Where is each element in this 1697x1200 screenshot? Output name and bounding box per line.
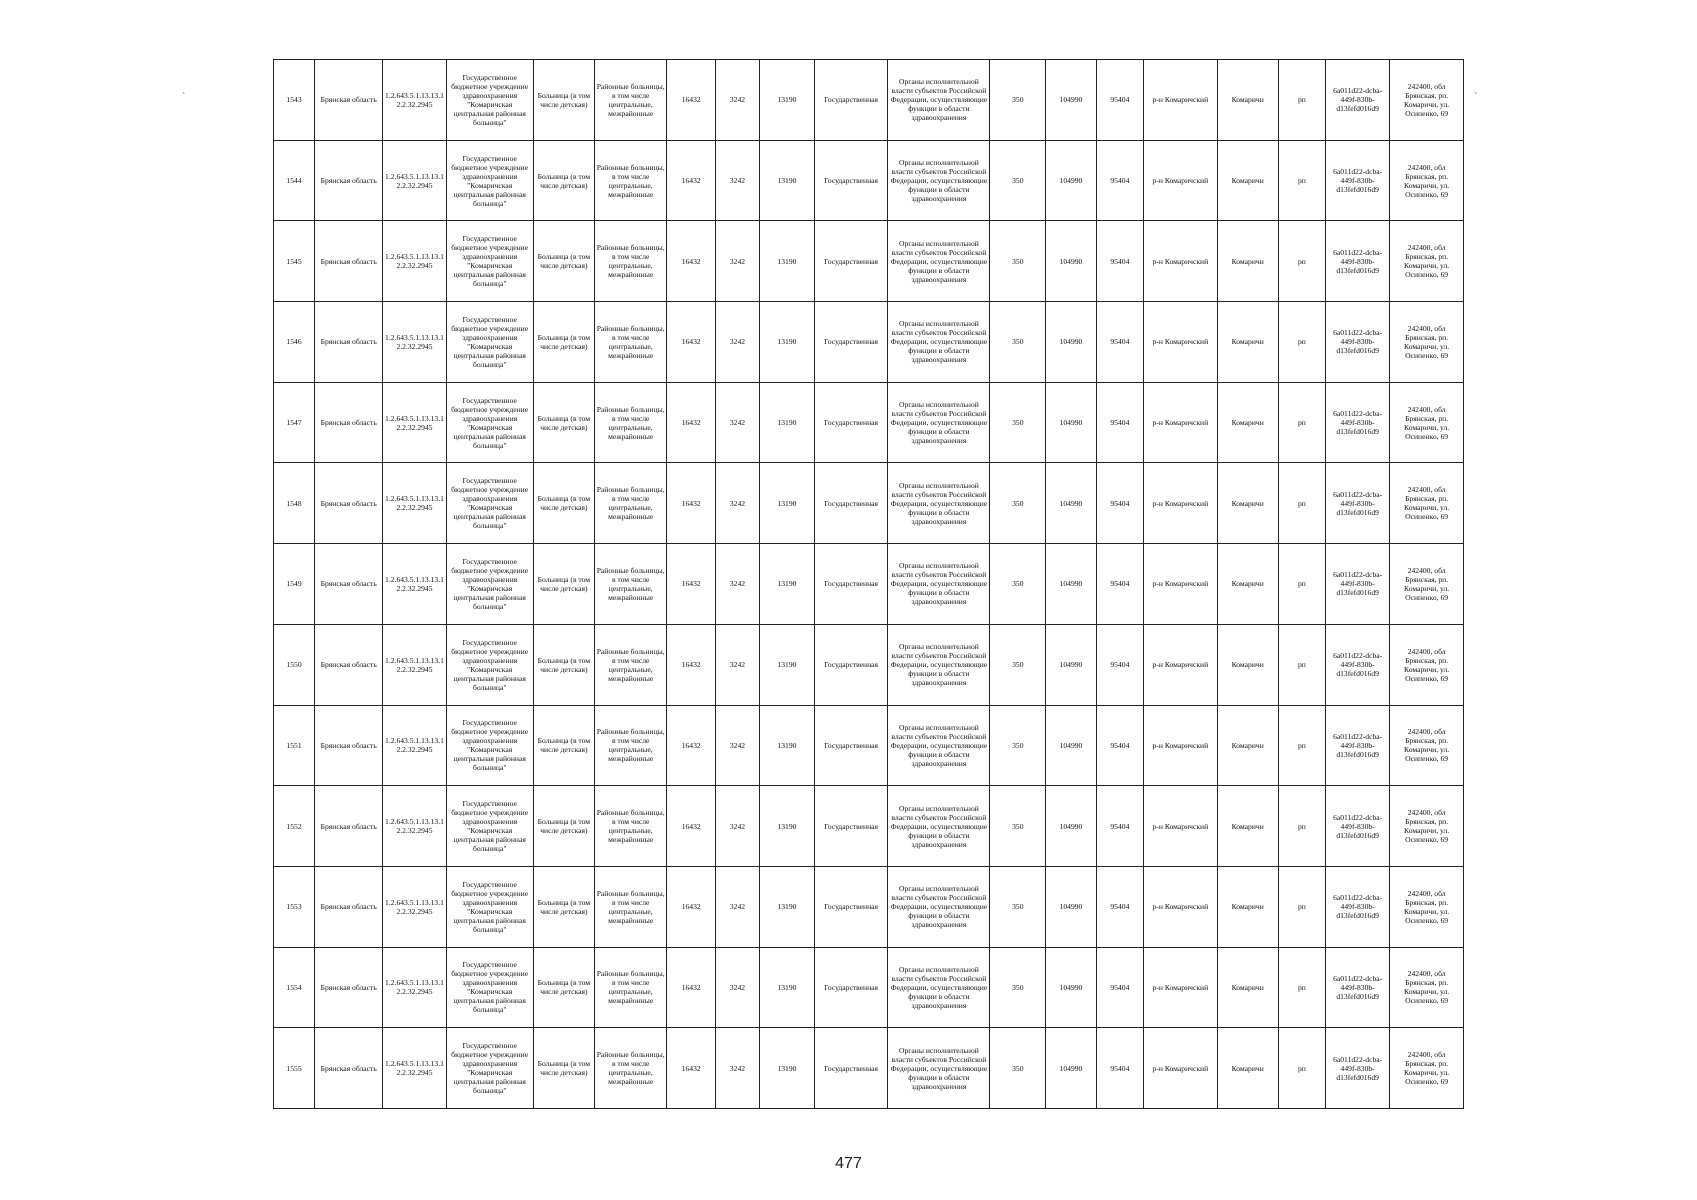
guid-cell: 6a011d22-dcba-449f-830b-d13fefd016d9	[1326, 1028, 1390, 1109]
locality-type-cell: рп	[1278, 624, 1325, 705]
facility-type-cell: Больница (в том числе детская)	[533, 302, 594, 383]
authority-cell: Органы исполнительной власти субъектов Российской Федерации, осуществляющие функции в области здравоохранения	[888, 463, 990, 544]
oid-cell: 1.2.643.5.1.13.13.12.2.32.2945	[383, 786, 446, 867]
scan-speck: `	[1474, 92, 1478, 103]
facility-subtype-cell: Районные больницы, в том числе центральные, межрайонные	[594, 705, 667, 786]
ownership-cell: Государственная	[814, 786, 888, 867]
guid-cell: 6a011d22-dcba-449f-830b-d13fefd016d9	[1326, 302, 1390, 383]
region-cell: Брянская область	[315, 947, 383, 1028]
facility-subtype-cell: Районные больницы, в том числе центральные, межрайонные	[594, 60, 667, 141]
row-number: 1549	[274, 544, 315, 625]
organization-cell: Государственное бюджетное учреждение здравоохранения "Комаричская центральная районная больница"	[446, 544, 533, 625]
value-cell-1: 16432	[667, 302, 715, 383]
district-cell: р-н Комаричский	[1144, 866, 1218, 947]
value-cell-5: 104990	[1046, 947, 1097, 1028]
authority-cell: Органы исполнительной власти субъектов Российской Федерации, осуществляющие функции в области здравоохранения	[888, 544, 990, 625]
value-cell-1: 16432	[667, 866, 715, 947]
locality-type-cell: рп	[1278, 705, 1325, 786]
value-cell-5: 104990	[1046, 786, 1097, 867]
value-cell-5: 104990	[1046, 221, 1097, 302]
district-cell: р-н Комаричский	[1144, 302, 1218, 383]
region-cell: Брянская область	[315, 382, 383, 463]
district-cell: р-н Комаричский	[1144, 624, 1218, 705]
table-row	[274, 60, 1464, 141]
locality-cell: Комаричи	[1217, 221, 1278, 302]
value-cell-4: 350	[990, 60, 1046, 141]
row-number: 1552	[274, 786, 315, 867]
organization-cell: Государственное бюджетное учреждение здравоохранения "Комаричская центральная районная больница"	[446, 866, 533, 947]
value-cell-6: 95404	[1096, 947, 1143, 1028]
authority-cell: Органы исполнительной власти субъектов Российской Федерации, осуществляющие функции в области здравоохранения	[888, 221, 990, 302]
table-row	[274, 705, 1464, 786]
facility-type-cell: Больница (в том числе детская)	[533, 221, 594, 302]
value-cell-2: 3242	[715, 1028, 759, 1109]
value-cell-6: 95404	[1096, 302, 1143, 383]
authority-cell: Органы исполнительной власти субъектов Российской Федерации, осуществляющие функции в области здравоохранения	[888, 60, 990, 141]
guid-cell: 6a011d22-dcba-449f-830b-d13fefd016d9	[1326, 382, 1390, 463]
value-cell-6: 95404	[1096, 1028, 1143, 1109]
organization-cell: Государственное бюджетное учреждение здравоохранения "Комаричская центральная районная больница"	[446, 1028, 533, 1109]
value-cell-3: 13190	[760, 866, 815, 947]
authority-cell: Органы исполнительной власти субъектов Российской Федерации, осуществляющие функции в области здравоохранения	[888, 786, 990, 867]
value-cell-3: 13190	[760, 302, 815, 383]
oid-cell: 1.2.643.5.1.13.13.12.2.32.2945	[383, 302, 446, 383]
table-row	[274, 1028, 1464, 1109]
oid-cell: 1.2.643.5.1.13.13.12.2.32.2945	[383, 947, 446, 1028]
authority-cell: Органы исполнительной власти субъектов Российской Федерации, осуществляющие функции в области здравоохранения	[888, 866, 990, 947]
row-number: 1546	[274, 302, 315, 383]
facility-type-cell: Больница (в том числе детская)	[533, 463, 594, 544]
district-cell: р-н Комаричский	[1144, 786, 1218, 867]
value-cell-6: 95404	[1096, 140, 1143, 221]
value-cell-5: 104990	[1046, 1028, 1097, 1109]
locality-cell: Комаричи	[1217, 624, 1278, 705]
guid-cell: 6a011d22-dcba-449f-830b-d13fefd016d9	[1326, 463, 1390, 544]
value-cell-6: 95404	[1096, 705, 1143, 786]
address-cell: 242400, обл Брянская, рп. Комаричи, ул. Осипенко, 69	[1390, 140, 1464, 221]
facility-subtype-cell: Районные больницы, в том числе центральные, межрайонные	[594, 382, 667, 463]
oid-cell: 1.2.643.5.1.13.13.12.2.32.2945	[383, 624, 446, 705]
address-cell: 242400, обл Брянская, рп. Комаричи, ул. Осипенко, 69	[1390, 60, 1464, 141]
value-cell-2: 3242	[715, 866, 759, 947]
address-cell: 242400, обл Брянская, рп. Комаричи, ул. Осипенко, 69	[1390, 947, 1464, 1028]
ownership-cell: Государственная	[814, 1028, 888, 1109]
value-cell-1: 16432	[667, 140, 715, 221]
ownership-cell: Государственная	[814, 705, 888, 786]
table-row	[274, 866, 1464, 947]
authority-cell: Органы исполнительной власти субъектов Российской Федерации, осуществляющие функции в области здравоохранения	[888, 1028, 990, 1109]
district-cell: р-н Комаричский	[1144, 544, 1218, 625]
value-cell-1: 16432	[667, 1028, 715, 1109]
oid-cell: 1.2.643.5.1.13.13.12.2.32.2945	[383, 140, 446, 221]
document-sheet	[273, 59, 1464, 1109]
value-cell-2: 3242	[715, 463, 759, 544]
facility-subtype-cell: Районные больницы, в том числе центральные, межрайонные	[594, 624, 667, 705]
value-cell-3: 13190	[760, 947, 815, 1028]
table-row	[274, 786, 1464, 867]
value-cell-1: 16432	[667, 60, 715, 141]
facility-type-cell: Больница (в том числе детская)	[533, 866, 594, 947]
address-cell: 242400, обл Брянская, рп. Комаричи, ул. Осипенко, 69	[1390, 866, 1464, 947]
table-row	[274, 947, 1464, 1028]
region-cell: Брянская область	[315, 866, 383, 947]
row-number: 1554	[274, 947, 315, 1028]
value-cell-4: 350	[990, 382, 1046, 463]
facility-subtype-cell: Районные больницы, в том числе центральные, межрайонные	[594, 463, 667, 544]
value-cell-2: 3242	[715, 705, 759, 786]
value-cell-1: 16432	[667, 382, 715, 463]
facility-subtype-cell: Районные больницы, в том числе центральные, межрайонные	[594, 302, 667, 383]
region-cell: Брянская область	[315, 221, 383, 302]
table-row	[274, 302, 1464, 383]
locality-type-cell: рп	[1278, 947, 1325, 1028]
organization-cell: Государственное бюджетное учреждение здравоохранения "Комаричская центральная районная больница"	[446, 624, 533, 705]
organization-cell: Государственное бюджетное учреждение здравоохранения "Комаричская центральная районная больница"	[446, 786, 533, 867]
organization-cell: Государственное бюджетное учреждение здравоохранения "Комаричская центральная районная больница"	[446, 221, 533, 302]
registry-table	[273, 59, 1464, 1109]
region-cell: Брянская область	[315, 786, 383, 867]
locality-type-cell: рп	[1278, 866, 1325, 947]
value-cell-5: 104990	[1046, 60, 1097, 141]
locality-type-cell: рп	[1278, 221, 1325, 302]
organization-cell: Государственное бюджетное учреждение здравоохранения "Комаричская центральная районная больница"	[446, 705, 533, 786]
address-cell: 242400, обл Брянская, рп. Комаричи, ул. Осипенко, 69	[1390, 624, 1464, 705]
value-cell-3: 13190	[760, 1028, 815, 1109]
authority-cell: Органы исполнительной власти субъектов Российской Федерации, осуществляющие функции в области здравоохранения	[888, 624, 990, 705]
value-cell-4: 350	[990, 463, 1046, 544]
value-cell-1: 16432	[667, 947, 715, 1028]
table-row	[274, 463, 1464, 544]
facility-subtype-cell: Районные больницы, в том числе центральные, межрайонные	[594, 140, 667, 221]
locality-type-cell: рп	[1278, 140, 1325, 221]
value-cell-6: 95404	[1096, 221, 1143, 302]
row-number: 1545	[274, 221, 315, 302]
locality-type-cell: рп	[1278, 786, 1325, 867]
row-number: 1544	[274, 140, 315, 221]
value-cell-4: 350	[990, 786, 1046, 867]
value-cell-2: 3242	[715, 60, 759, 141]
table-row	[274, 544, 1464, 625]
address-cell: 242400, обл Брянская, рп. Комаричи, ул. Осипенко, 69	[1390, 302, 1464, 383]
district-cell: р-н Комаричский	[1144, 221, 1218, 302]
facility-type-cell: Больница (в том числе детская)	[533, 786, 594, 867]
region-cell: Брянская область	[315, 544, 383, 625]
locality-type-cell: рп	[1278, 302, 1325, 383]
locality-cell: Комаричи	[1217, 140, 1278, 221]
locality-cell: Комаричи	[1217, 1028, 1278, 1109]
district-cell: р-н Комаричский	[1144, 947, 1218, 1028]
organization-cell: Государственное бюджетное учреждение здравоохранения "Комаричская центральная районная больница"	[446, 463, 533, 544]
registry-rows	[274, 60, 1464, 1109]
value-cell-3: 13190	[760, 60, 815, 141]
guid-cell: 6a011d22-dcba-449f-830b-d13fefd016d9	[1326, 140, 1390, 221]
district-cell: р-н Комаричский	[1144, 60, 1218, 141]
value-cell-5: 104990	[1046, 140, 1097, 221]
value-cell-2: 3242	[715, 624, 759, 705]
guid-cell: 6a011d22-dcba-449f-830b-d13fefd016d9	[1326, 60, 1390, 141]
row-number: 1548	[274, 463, 315, 544]
authority-cell: Органы исполнительной власти субъектов Российской Федерации, осуществляющие функции в области здравоохранения	[888, 140, 990, 221]
locality-type-cell: рп	[1278, 60, 1325, 141]
oid-cell: 1.2.643.5.1.13.13.12.2.32.2945	[383, 866, 446, 947]
value-cell-5: 104990	[1046, 463, 1097, 544]
value-cell-2: 3242	[715, 786, 759, 867]
row-number: 1547	[274, 382, 315, 463]
locality-type-cell: рп	[1278, 544, 1325, 625]
value-cell-5: 104990	[1046, 866, 1097, 947]
address-cell: 242400, обл Брянская, рп. Комаричи, ул. Осипенко, 69	[1390, 786, 1464, 867]
locality-cell: Комаричи	[1217, 302, 1278, 383]
address-cell: 242400, обл Брянская, рп. Комаричи, ул. Осипенко, 69	[1390, 221, 1464, 302]
oid-cell: 1.2.643.5.1.13.13.12.2.32.2945	[383, 382, 446, 463]
value-cell-3: 13190	[760, 544, 815, 625]
value-cell-1: 16432	[667, 624, 715, 705]
organization-cell: Государственное бюджетное учреждение здравоохранения "Комаричская центральная районная больница"	[446, 947, 533, 1028]
value-cell-2: 3242	[715, 302, 759, 383]
value-cell-4: 350	[990, 140, 1046, 221]
value-cell-6: 95404	[1096, 866, 1143, 947]
value-cell-5: 104990	[1046, 544, 1097, 625]
region-cell: Брянская область	[315, 302, 383, 383]
locality-cell: Комаричи	[1217, 382, 1278, 463]
table-row	[274, 624, 1464, 705]
page-number: 477	[835, 1155, 862, 1172]
ownership-cell: Государственная	[814, 947, 888, 1028]
value-cell-1: 16432	[667, 221, 715, 302]
value-cell-3: 13190	[760, 221, 815, 302]
ownership-cell: Государственная	[814, 140, 888, 221]
row-number: 1550	[274, 624, 315, 705]
value-cell-2: 3242	[715, 947, 759, 1028]
region-cell: Брянская область	[315, 140, 383, 221]
value-cell-1: 16432	[667, 786, 715, 867]
value-cell-3: 13190	[760, 382, 815, 463]
locality-cell: Комаричи	[1217, 705, 1278, 786]
value-cell-1: 16432	[667, 705, 715, 786]
value-cell-1: 16432	[667, 463, 715, 544]
region-cell: Брянская область	[315, 60, 383, 141]
value-cell-6: 95404	[1096, 382, 1143, 463]
facility-type-cell: Больница (в том числе детская)	[533, 382, 594, 463]
guid-cell: 6a011d22-dcba-449f-830b-d13fefd016d9	[1326, 786, 1390, 867]
district-cell: р-н Комаричский	[1144, 705, 1218, 786]
facility-subtype-cell: Районные больницы, в том числе центральные, межрайонные	[594, 947, 667, 1028]
value-cell-6: 95404	[1096, 786, 1143, 867]
guid-cell: 6a011d22-dcba-449f-830b-d13fefd016d9	[1326, 705, 1390, 786]
value-cell-2: 3242	[715, 221, 759, 302]
oid-cell: 1.2.643.5.1.13.13.12.2.32.2945	[383, 1028, 446, 1109]
row-number: 1543	[274, 60, 315, 141]
facility-type-cell: Больница (в том числе детская)	[533, 705, 594, 786]
locality-type-cell: рп	[1278, 382, 1325, 463]
value-cell-4: 350	[990, 947, 1046, 1028]
value-cell-4: 350	[990, 866, 1046, 947]
value-cell-4: 350	[990, 1028, 1046, 1109]
facility-type-cell: Больница (в том числе детская)	[533, 624, 594, 705]
authority-cell: Органы исполнительной власти субъектов Российской Федерации, осуществляющие функции в области здравоохранения	[888, 705, 990, 786]
guid-cell: 6a011d22-dcba-449f-830b-d13fefd016d9	[1326, 866, 1390, 947]
facility-subtype-cell: Районные больницы, в том числе центральные, межрайонные	[594, 786, 667, 867]
value-cell-3: 13190	[760, 624, 815, 705]
facility-subtype-cell: Районные больницы, в том числе центральные, межрайонные	[594, 544, 667, 625]
value-cell-4: 350	[990, 544, 1046, 625]
ownership-cell: Государственная	[814, 60, 888, 141]
locality-cell: Комаричи	[1217, 786, 1278, 867]
value-cell-6: 95404	[1096, 60, 1143, 141]
row-number: 1551	[274, 705, 315, 786]
guid-cell: 6a011d22-dcba-449f-830b-d13fefd016d9	[1326, 221, 1390, 302]
value-cell-5: 104990	[1046, 302, 1097, 383]
row-number: 1553	[274, 866, 315, 947]
value-cell-3: 13190	[760, 463, 815, 544]
facility-subtype-cell: Районные больницы, в том числе центральные, межрайонные	[594, 1028, 667, 1109]
value-cell-6: 95404	[1096, 624, 1143, 705]
facility-type-cell: Больница (в том числе детская)	[533, 60, 594, 141]
ownership-cell: Государственная	[814, 463, 888, 544]
facility-type-cell: Больница (в том числе детская)	[533, 1028, 594, 1109]
authority-cell: Органы исполнительной власти субъектов Российской Федерации, осуществляющие функции в области здравоохранения	[888, 947, 990, 1028]
oid-cell: 1.2.643.5.1.13.13.12.2.32.2945	[383, 705, 446, 786]
locality-cell: Комаричи	[1217, 866, 1278, 947]
address-cell: 242400, обл Брянская, рп. Комаричи, ул. Осипенко, 69	[1390, 705, 1464, 786]
region-cell: Брянская область	[315, 1028, 383, 1109]
authority-cell: Органы исполнительной власти субъектов Российской Федерации, осуществляющие функции в области здравоохранения	[888, 382, 990, 463]
facility-subtype-cell: Районные больницы, в том числе центральные, межрайонные	[594, 866, 667, 947]
value-cell-4: 350	[990, 302, 1046, 383]
ownership-cell: Государственная	[814, 624, 888, 705]
value-cell-2: 3242	[715, 544, 759, 625]
region-cell: Брянская область	[315, 463, 383, 544]
locality-cell: Комаричи	[1217, 544, 1278, 625]
table-row	[274, 140, 1464, 221]
value-cell-2: 3242	[715, 140, 759, 221]
oid-cell: 1.2.643.5.1.13.13.12.2.32.2945	[383, 463, 446, 544]
locality-cell: Комаричи	[1217, 60, 1278, 141]
scan-speck: `	[182, 92, 186, 103]
locality-cell: Комаричи	[1217, 947, 1278, 1028]
facility-type-cell: Больница (в том числе детская)	[533, 544, 594, 625]
value-cell-1: 16432	[667, 544, 715, 625]
oid-cell: 1.2.643.5.1.13.13.12.2.32.2945	[383, 60, 446, 141]
value-cell-3: 13190	[760, 705, 815, 786]
address-cell: 242400, обл Брянская, рп. Комаричи, ул. Осипенко, 69	[1390, 382, 1464, 463]
value-cell-4: 350	[990, 624, 1046, 705]
ownership-cell: Государственная	[814, 866, 888, 947]
facility-type-cell: Больница (в том числе детская)	[533, 140, 594, 221]
value-cell-5: 104990	[1046, 705, 1097, 786]
district-cell: р-н Комаричский	[1144, 382, 1218, 463]
locality-type-cell: рп	[1278, 463, 1325, 544]
address-cell: 242400, обл Брянская, рп. Комаричи, ул. Осипенко, 69	[1390, 544, 1464, 625]
authority-cell: Органы исполнительной власти субъектов Российской Федерации, осуществляющие функции в области здравоохранения	[888, 302, 990, 383]
locality-type-cell: рп	[1278, 1028, 1325, 1109]
organization-cell: Государственное бюджетное учреждение здравоохранения "Комаричская центральная районная больница"	[446, 382, 533, 463]
district-cell: р-н Комаричский	[1144, 140, 1218, 221]
oid-cell: 1.2.643.5.1.13.13.12.2.32.2945	[383, 221, 446, 302]
district-cell: р-н Комаричский	[1144, 1028, 1218, 1109]
value-cell-2: 3242	[715, 382, 759, 463]
ownership-cell: Государственная	[814, 382, 888, 463]
region-cell: Брянская область	[315, 705, 383, 786]
guid-cell: 6a011d22-dcba-449f-830b-d13fefd016d9	[1326, 544, 1390, 625]
ownership-cell: Государственная	[814, 544, 888, 625]
address-cell: 242400, обл Брянская, рп. Комаричи, ул. Осипенко, 69	[1390, 463, 1464, 544]
organization-cell: Государственное бюджетное учреждение здравоохранения "Комаричская центральная районная больница"	[446, 302, 533, 383]
row-number: 1555	[274, 1028, 315, 1109]
facility-subtype-cell: Районные больницы, в том числе центральные, межрайонные	[594, 221, 667, 302]
organization-cell: Государственное бюджетное учреждение здравоохранения "Комаричская центральная районная больница"	[446, 140, 533, 221]
value-cell-5: 104990	[1046, 382, 1097, 463]
ownership-cell: Государственная	[814, 221, 888, 302]
value-cell-4: 350	[990, 221, 1046, 302]
locality-cell: Комаричи	[1217, 463, 1278, 544]
oid-cell: 1.2.643.5.1.13.13.12.2.32.2945	[383, 544, 446, 625]
table-row	[274, 382, 1464, 463]
ownership-cell: Государственная	[814, 302, 888, 383]
value-cell-5: 104990	[1046, 624, 1097, 705]
district-cell: р-н Комаричский	[1144, 463, 1218, 544]
value-cell-3: 13190	[760, 786, 815, 867]
table-row	[274, 221, 1464, 302]
facility-type-cell: Больница (в том числе детская)	[533, 947, 594, 1028]
address-cell: 242400, обл Брянская, рп. Комаричи, ул. Осипенко, 69	[1390, 1028, 1464, 1109]
value-cell-6: 95404	[1096, 463, 1143, 544]
value-cell-3: 13190	[760, 140, 815, 221]
region-cell: Брянская область	[315, 624, 383, 705]
value-cell-4: 350	[990, 705, 1046, 786]
value-cell-6: 95404	[1096, 544, 1143, 625]
organization-cell: Государственное бюджетное учреждение здравоохранения "Комаричская центральная районная больница"	[446, 60, 533, 141]
guid-cell: 6a011d22-dcba-449f-830b-d13fefd016d9	[1326, 947, 1390, 1028]
guid-cell: 6a011d22-dcba-449f-830b-d13fefd016d9	[1326, 624, 1390, 705]
